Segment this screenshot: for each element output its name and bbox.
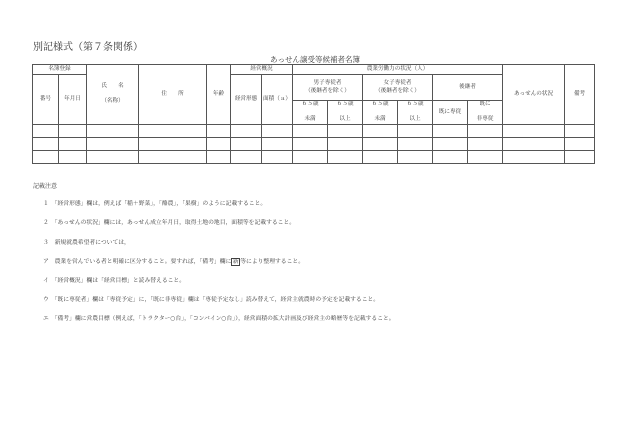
note-3i: イ 「経営概況」欄は「経営目標」と読み替えること。: [43, 278, 186, 284]
form-title: 別記様式（第７条関係）: [33, 42, 143, 53]
header-sude-senju: 既に専従: [433, 101, 468, 125]
header-joshi-over65: [398, 101, 433, 125]
note-3a: [43, 256, 304, 265]
register-table: [32, 64, 595, 164]
header-kokeisha: 後継者: [433, 75, 503, 101]
header-keiei-gaikyo: 経営概況: [231, 65, 293, 75]
age-label: ６５歳: [336, 101, 354, 108]
header-joshi-sub: （後継者を除く）: [375, 87, 420, 94]
age-label: 未満: [374, 116, 386, 123]
age-label: 以上: [409, 116, 421, 123]
header-shimei: [87, 65, 139, 125]
note-3: ３ 新規就農希望者については，: [43, 240, 130, 246]
note-3a-text-end: 等により整理すること。: [240, 259, 304, 265]
header-joshi: [363, 75, 433, 101]
note-3u: ウ 「既に専従者」欄は「専従予定」に，「既に非専従」欄は「専従予定なし」読み替えて，経営主就農時の予定を記載すること。: [43, 297, 380, 303]
notes-title: 記載注意: [33, 183, 58, 190]
table-row: [33, 125, 595, 138]
header-nenrei: 年齢: [207, 65, 231, 125]
note-3a-boxed-mark: 新: [232, 259, 239, 265]
age-label: ６５歳: [371, 101, 389, 108]
table-row: [33, 138, 595, 151]
age-label: ６５歳: [406, 101, 424, 108]
header-jusho: 住 所: [139, 65, 207, 125]
header-menseki: 面積（ａ）: [262, 75, 293, 125]
header-shimei-label: 氏 名: [101, 83, 124, 90]
register-title: あっせん譲受等候補者名簿: [270, 55, 360, 64]
note-2: ２ 「あっせんの状況」欄には，あっせん成立年月日，取得土地の地目，面積等を記載すること。: [43, 220, 296, 226]
header-bango: 番号: [33, 75, 59, 125]
header-joshi-under65: [363, 101, 398, 125]
table-row: [33, 151, 595, 164]
age-label: ６５歳: [301, 101, 319, 108]
header-assen: あっせんの状況: [503, 65, 565, 125]
sude-hisenju-line2: 非専従: [476, 116, 494, 123]
header-danshi: [293, 75, 363, 101]
header-nengappi: 年月日: [59, 75, 87, 125]
header-danshi-label: 男子専従者: [313, 79, 342, 86]
header-keiei-keitai: 経営形態: [231, 75, 262, 125]
header-meibo-toroku: 名簿登録: [33, 65, 87, 75]
header-sude-hisenju: [468, 101, 503, 125]
header-biko: 備考: [565, 65, 595, 125]
header-joshi-label: 女子専従者: [383, 79, 412, 86]
note-3a-text: ア 農業を営んでいる者と明確に区分すること。要すれば，「備考」欄に: [43, 259, 232, 265]
age-label: 以上: [339, 116, 351, 123]
age-label: 未満: [304, 116, 316, 123]
header-danshi-sub: （後継者を除く）: [305, 87, 350, 94]
sude-hisenju-line1: 既に: [479, 101, 491, 108]
header-danshi-over65: [328, 101, 363, 125]
header-shimei-sub: （名称）: [101, 98, 124, 105]
header-danshi-under65: [293, 101, 328, 125]
note-3e: エ 「備考」欄に営農目標（例えば，「トラクター○台」，「コンバイン○台」），経営面積の拡大計画及び経営主の略歴等を記載すること。: [43, 316, 395, 322]
header-rodoryoku: 農業労働力の状況（人）: [293, 65, 503, 75]
note-1: １ 「経営形態」欄は，例えば「稲＋野菜」，「酪農」，「果樹」のように記載すること。: [43, 201, 267, 207]
